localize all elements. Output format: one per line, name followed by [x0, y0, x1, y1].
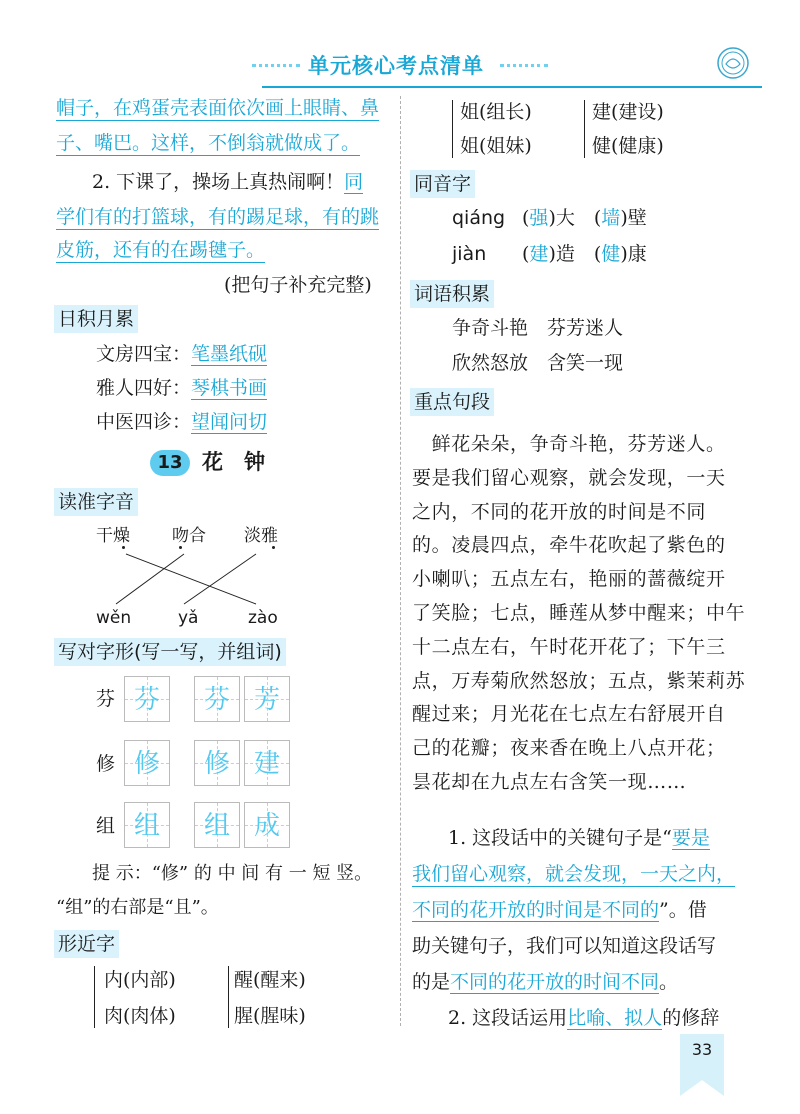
bracket — [452, 100, 459, 158]
answer-text: 同 — [344, 171, 364, 193]
passage-line: 己的花瓣；夜来香在晚上八点开花； — [412, 737, 726, 760]
question-text: 的修辞 — [662, 1007, 720, 1029]
answer-line: 帽子，在鸡蛋壳表面依次画上眼睛、鼻 — [56, 97, 380, 119]
passage-line: 之内，不同的花开放的时间是不同 — [412, 500, 707, 523]
writing-cell: 芳 — [244, 676, 290, 722]
writing-cell: 修 — [124, 740, 170, 786]
idiom-row — [96, 376, 267, 400]
similar-char: 健(健康) — [592, 135, 664, 157]
logo-icon — [716, 46, 750, 80]
similar-char: 醒(醒来) — [234, 969, 306, 991]
match-line — [184, 554, 256, 604]
grid-row-label: 芬 — [96, 688, 116, 710]
idiom-label: 文房四宝： — [96, 343, 192, 365]
idiom-row — [96, 342, 267, 366]
answer-line: 子、嘴巴。这样，不倒翁就做成了。 — [56, 132, 361, 154]
answer-line: 学们有的打篮球，有的踢足球，有的跳 — [56, 206, 380, 228]
passage-line: 的。凌晨四点，牵牛花吹起了紫色的 — [412, 534, 726, 557]
grid-row-label: 修 — [96, 753, 116, 775]
question-text: ”。借 — [659, 899, 707, 921]
passage-line: 鲜花朵朵，争奇斗艳，芬芳迷人。 — [412, 433, 726, 455]
grid-row-label: 组 — [96, 815, 116, 837]
instruction-note: (把句子补充完整) — [224, 274, 372, 296]
section-heading: 读准字音 — [54, 488, 138, 516]
question-2-right — [448, 1006, 719, 1030]
header-title: 单元核心考点清单 — [308, 54, 484, 78]
similar-char: 建(建设) — [592, 101, 664, 123]
similar-char: 腥(腥味) — [234, 1005, 306, 1027]
similar-char: 姐(姐妹) — [460, 135, 532, 157]
column-divider — [400, 96, 401, 1026]
question-text: 。 — [659, 971, 679, 993]
section-heading: 重点句段 — [410, 388, 494, 416]
similar-char: 内(内部) — [104, 969, 176, 991]
question-1-line5 — [412, 970, 678, 994]
word-part: 壁 — [627, 207, 647, 229]
question-prefix: 2. 这段话运用 — [448, 1007, 568, 1029]
answer-text: 不同的花开放的时间不同 — [450, 971, 660, 993]
section-heading: 形近字 — [54, 930, 119, 958]
answer-text: 建 — [529, 243, 549, 265]
writing-cell: 成 — [244, 802, 290, 848]
answer-text: 不同的花开放的时间是不同的 — [412, 899, 660, 921]
page-number: 33 — [691, 1040, 713, 1059]
passage-line: 要是我们留心观察，就会发现，一天 — [412, 466, 726, 489]
section-heading: 词语积累 — [410, 280, 494, 308]
question-text: 助关键句子，我们可以知道这段话写 — [412, 935, 717, 957]
header-dots-left — [252, 64, 300, 73]
word-part: 康 — [627, 243, 647, 265]
idiom-row — [96, 410, 267, 434]
question-text: 的是 — [412, 971, 451, 993]
question-prefix: 1. 这段话中的关键句子是“ — [448, 827, 672, 849]
hint-text: “组”的右部是“且”。 — [56, 897, 219, 918]
pinyin: jiàn — [452, 243, 487, 265]
writing-cell: 芬 — [194, 676, 240, 722]
question-1 — [448, 826, 710, 850]
header-dots-right — [500, 64, 548, 73]
answer-text: 比喻、拟人 — [567, 1007, 663, 1029]
section-heading: 日积月累 — [54, 305, 138, 333]
writing-cell: 芬 — [124, 676, 170, 722]
question-2-prefix: 2. 下课了，操场上真热闹啊！ — [92, 171, 345, 193]
answer-text: 墙 — [601, 207, 621, 229]
passage-line: 昙花却在九点左右含笑一现…… — [412, 770, 687, 793]
answer-text: 琴棋书画 — [191, 377, 268, 399]
lesson-number: 13 — [157, 452, 183, 473]
answer-text: 健 — [601, 243, 621, 265]
writing-cell: 组 — [124, 802, 170, 848]
similar-char: 肉(肉体) — [104, 1005, 176, 1027]
writing-cell: 建 — [244, 740, 290, 786]
pinyin-item: zào — [248, 608, 278, 628]
answer-text: 望闻问切 — [191, 411, 268, 433]
homophone-row: qiáng (强)大 (墙)壁 — [452, 207, 647, 229]
writing-cell: 组 — [194, 802, 240, 848]
pinyin-item: yǎ — [178, 608, 199, 628]
writing-cell: 修 — [194, 740, 240, 786]
passage — [412, 428, 752, 800]
answer-text: 强 — [529, 207, 549, 229]
homophone-row: jiàn (建)造 (健)康 — [452, 243, 647, 265]
match-line — [116, 554, 184, 604]
answer-text: 要是 — [671, 827, 710, 849]
idiom-label: 中医四诊： — [96, 411, 192, 433]
word-item: 淡雅 — [244, 526, 278, 546]
answer-line: 皮筋，还有的在踢毽子。 — [56, 239, 266, 261]
idiom-label: 雅人四好： — [96, 377, 192, 399]
word-item: 吻合 — [172, 526, 206, 546]
passage-line: 点，万寿菊欣然怒放；五点，紫茉莉苏 — [412, 669, 746, 692]
answer-text: 笔墨纸砚 — [191, 343, 268, 365]
section-heading: 写对字形(写一写，并组词) — [54, 638, 286, 666]
passage-line: 了笑脸；七点，睡莲从梦中醒来；中午 — [412, 601, 746, 624]
section-heading: 同音字 — [410, 170, 475, 198]
word-part: 大 — [555, 207, 575, 229]
header-rule — [262, 86, 762, 88]
matching-lines — [96, 548, 296, 608]
similar-char: 姐(组长) — [460, 101, 532, 123]
bracket — [94, 966, 101, 1028]
word-item: 干燥 — [96, 526, 130, 546]
passage-line: 小喇叭；五点左右，艳丽的蔷薇绽开 — [412, 568, 726, 591]
question-1-line3 — [412, 898, 707, 922]
lesson-title: 花 钟 — [202, 449, 265, 474]
word-part: 造 — [555, 243, 575, 265]
passage-line: 十二点左右，午时花开花了；下午三 — [412, 635, 726, 658]
match-line — [126, 554, 256, 604]
bracket — [584, 100, 591, 158]
passage-line: 醒过来；月光花在七点左右舒展开自 — [412, 703, 726, 726]
question-2 — [92, 170, 363, 194]
word-list-line: 争奇斗艳 芬芳迷人 — [452, 317, 624, 339]
hint-text: 提 示：“修” 的 中 间 有 一 短 竖。 — [92, 863, 373, 884]
pinyin-item: wěn — [96, 608, 132, 628]
pinyin: qiáng — [452, 207, 506, 229]
word-list-line: 欣然怒放 含笑一现 — [452, 352, 624, 374]
answer-line: 我们留心观察，就会发现，一天之内， — [412, 863, 736, 885]
